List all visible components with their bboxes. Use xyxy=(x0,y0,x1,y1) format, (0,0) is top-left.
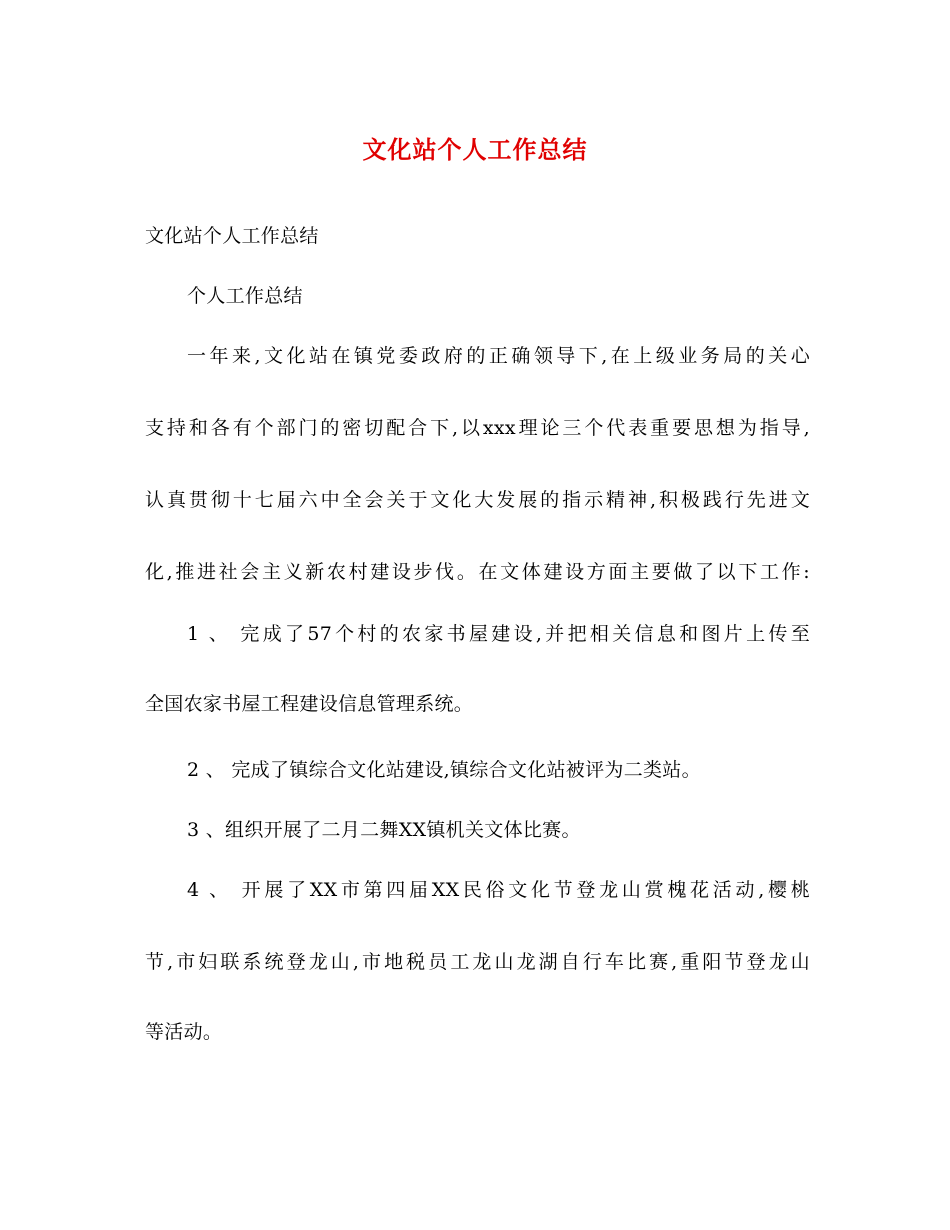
heading-line: 文化站个人工作总结 xyxy=(145,225,319,247)
paragraph-line: 化,推进社会主义新农村建设步伐。在文体建设方面主要做了以下工作: xyxy=(145,561,810,583)
list-item-line: 等活动。 xyxy=(145,1021,223,1043)
list-item-line: 2 、 完成了镇综合文化站建设,镇综合文化站被评为二类站。 xyxy=(187,759,701,781)
subheading-line: 个人工作总结 xyxy=(187,285,303,307)
list-item-line: 4 、 开展了XX市第四届XX民俗文化节登龙山赏槐花活动,樱桃 xyxy=(187,879,810,901)
paragraph-line: 一年来,文化站在镇党委政府的正确领导下,在上级业务局的关心 xyxy=(187,345,810,367)
list-item-line: 节,市妇联系统登龙山,市地税员工龙山龙湖自行车比赛,重阳节登龙山 xyxy=(145,951,810,973)
list-item-line: 3 、组织开展了二月二舞XX镇机关文体比赛。 xyxy=(187,819,581,841)
document-title: 文化站个人工作总结 xyxy=(362,135,588,164)
list-item-line: 1 、 完成了57个村的农家书屋建设,并把相关信息和图片上传至 xyxy=(187,623,810,645)
list-item-line: 全国农家书屋工程建设信息管理系统。 xyxy=(145,693,474,715)
paragraph-line: 支持和各有个部门的密切配合下,以xxx理论三个代表重要思想为指导, xyxy=(145,417,810,439)
paragraph-line: 认真贯彻十七届六中全会关于文化大发展的指示精神,积极践行先进文 xyxy=(145,489,810,511)
